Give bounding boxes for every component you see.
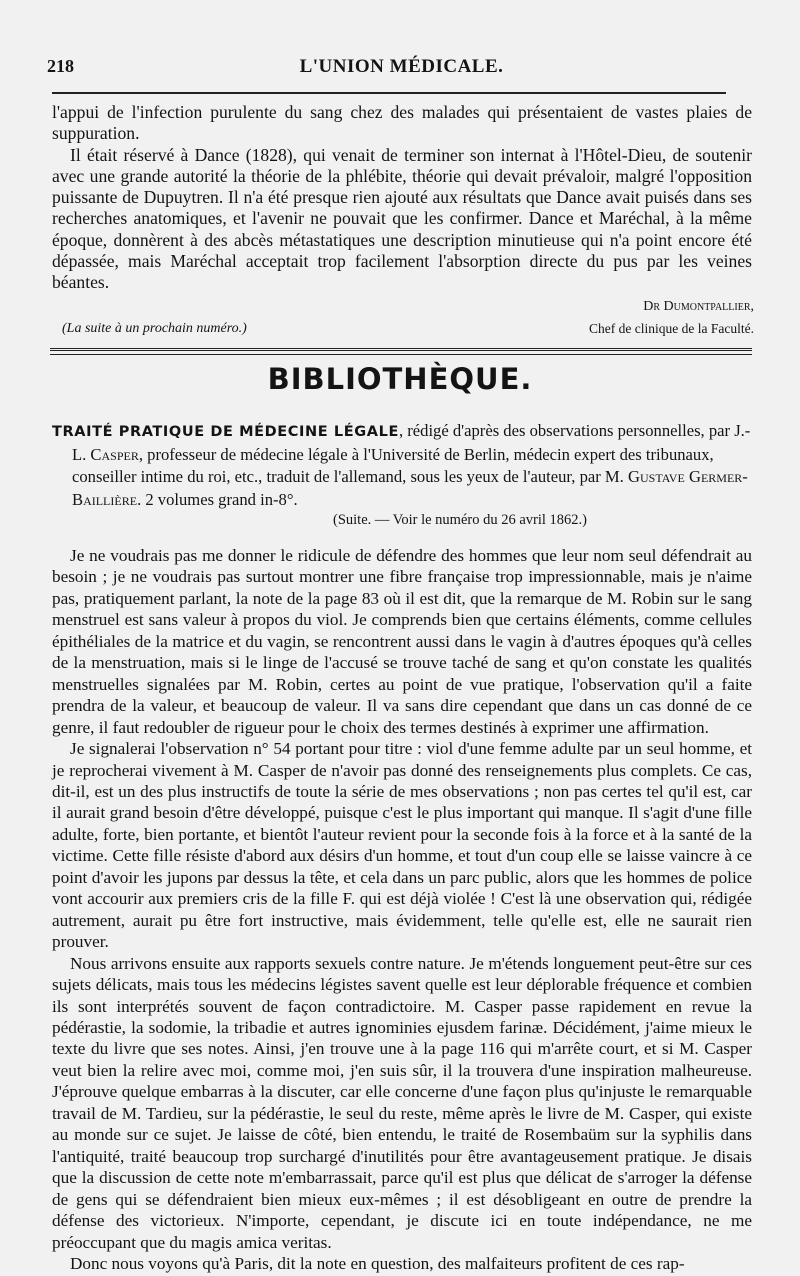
section-title: BIBLIOTHÈQUE.	[267, 362, 533, 396]
intro-text	[52, 102, 752, 294]
intro-paragraph-1: l'appui de l'infection purulente du sang chez des malades qui présentaient de vastes plaies de suppuration.	[52, 102, 752, 144]
suite-note	[0, 512, 800, 529]
header-rule	[52, 92, 726, 94]
book-translator-suffix: . 2 volumes grand in-8°.	[137, 489, 298, 509]
signature-author: Dr Dumontpallier,	[643, 299, 754, 314]
book-author-suffix: , professeur de médecine légale à l'Université de Berlin, médecin expert des tribunaux, conseiller intime du roi, etc., traduit de l'allemand, sous les yeux de l'auteur, par M.	[72, 444, 714, 486]
book-reference	[52, 420, 752, 511]
suite-note-text: (Suite. — Voir le numéro du 26 avril 1862.)	[333, 512, 587, 528]
continuation-note: (La suite à un prochain numéro.)	[62, 321, 247, 336]
review-paragraph-3: Nous arrivons ensuite aux rapports sexuels contre nature. Je m'étends longuement peut-être sur ces sujets délicats, mais tous les médecins légistes savent quelle est leur déplorable fréquence et combien ils sont interprétés souvent de façon contradictoire. M. Casper passe rapidement en revue la pédérastie, la sodomie, la tribadie et autres ignominies ejusdem farinæ. Décidément, j'aime mieux le texte du livre que ses notes. Ainsi, j'en trouve une à la page 116 qui m'arrête court, et si M. Casper veut bien la relire avec moi, comme moi, j'en suis sûr, il la trouvera d'une inspiration malheureuse. J'éprouve quelque embarras à la discuter, car elle concerne d'une façon plus qu'injuste le remarquable travail de M. Tardieu, sur la pédérastie, le seul du reste, même après le livre de M. Casper, qui existe au monde sur ce sujet. Je laisse de côté, bien entendu, le traité de Rosembaüm sur la syphilis dans l'antiquité, traité beaucoup trop surchargé d'inutilités pour être avantageusement pratique. Je disais que la discussion de cette note m'embarrassait, parce qu'il est plus que délicat de s'arroger la défense de gens qui se défendraient bien mieux eux-mêmes ; il est désobligeant en outre de prendre la défense des victorieux. N'importe, cependant, je discute ici en toute indépendance, ne me préoccupant que du magis amica veritas.	[52, 953, 752, 1252]
book-translator: Gustave Germer-Baillière	[72, 467, 748, 509]
article-signature	[62, 296, 754, 340]
book-author: J.-L. Casper	[72, 421, 751, 464]
running-head	[47, 52, 756, 82]
section-divider	[50, 348, 752, 355]
intro-paragraph-2: Il était réservé à Dance (1828), qui venait de terminer son internat à l'Hôtel-Dieu, de soutenir avec une grande autorité la théorie de la phlébite, théorie qui devait prévaloir, malgré l'opposition puissante de Dupuytren. Il n'a été presque rien ajouté aux résultats que Dance avait puisés dans ses recherches anatomiques, et l'avenir ne pouvait que les confirmer. Dance et Maréchal, à la même époque, donnèrent à des abcès métastatiques une description minutieuse qui n'a point encore été dépassée, mais Maréchal acceptait trop facilement l'absorption directe du pus par les veines béantes.	[52, 144, 752, 293]
review-text	[52, 545, 752, 1274]
journal-title: L'UNION MÉDICALE.	[299, 56, 504, 77]
book-title-suffix: , rédigé d'après des observations personnelles, par	[398, 421, 731, 440]
book-title: TRAITÉ PRATIQUE DE MÉDECINE LÉGALE	[52, 424, 399, 440]
review-paragraph-2: Je signalerai l'observation n° 54 portant pour titre : viol d'une femme adulte par un seul homme, et je reprocherai vivement à M. Casper de n'avoir pas donné des renseignements plus complets. Ce cas, dit-il, est un des plus instructifs de toute la série de mes observations ; non pas certes tel qu'il est, car il aurait grand besoin d'être développé, puisque c'est le plus important qui manque. Il s'agit d'une fille adulte, forte, bien portante, et bientôt l'auteur revient pour la seconde fois à la force et à la santé de la victime. Cette fille résiste d'abord aux désirs d'un homme, et tout d'un coup elle se laisse vaincre à ce point d'avoir les jupons par dessus la tête, et cela dans un parc public, alors que les hommes de police vont accourir aux premiers cris de la fille F. qui est déjà violée ! C'est là une observation qui, rédigée autrement, aurait pu être fort instructive, mais évidemment, telle qu'elle est, elle ne saurait rien prouver.	[52, 739, 752, 952]
signature-role: Chef de clinique de la Faculté.	[589, 321, 754, 336]
review-paragraph-1: Je ne voudrais pas me donner le ridicule de défendre des hommes que leur nom seul défendrait au besoin ; je ne voudrais pas surtout montrer une fibre française trop impressionnable, mais je n'aime pas, pratiquement parlant, la note de la page 83 où il est dit, que la remarque de M. Robin sur le sang menstruel est sans valeur à propos du viol. Je comprends bien que certains éléments, comme cellules épithéliales de la matrice et du vagin, se rencontrent aussi dans le vagin à d'autres époques qu'à celles de la menstruation, mais si le linge de l'accusé se trouve taché de sang et qu'on constate les qualités menstruelles signalées par M. Robin, certes au point de vue pratique, l'observation qu'il a faite prendra de la valeur, et beaucoup de valeur. Il va sans dire cependant que dans un cas donné de ce genre, il faut redoubler de rigueur pour le choix des termes destinés à exprimer une affirmation.	[52, 546, 752, 737]
review-paragraph-4: Donc nous voyons qu'à Paris, dit la note en question, des malfaiteurs profitent de ces rap-	[70, 1253, 685, 1273]
page-number: 218	[47, 56, 74, 76]
